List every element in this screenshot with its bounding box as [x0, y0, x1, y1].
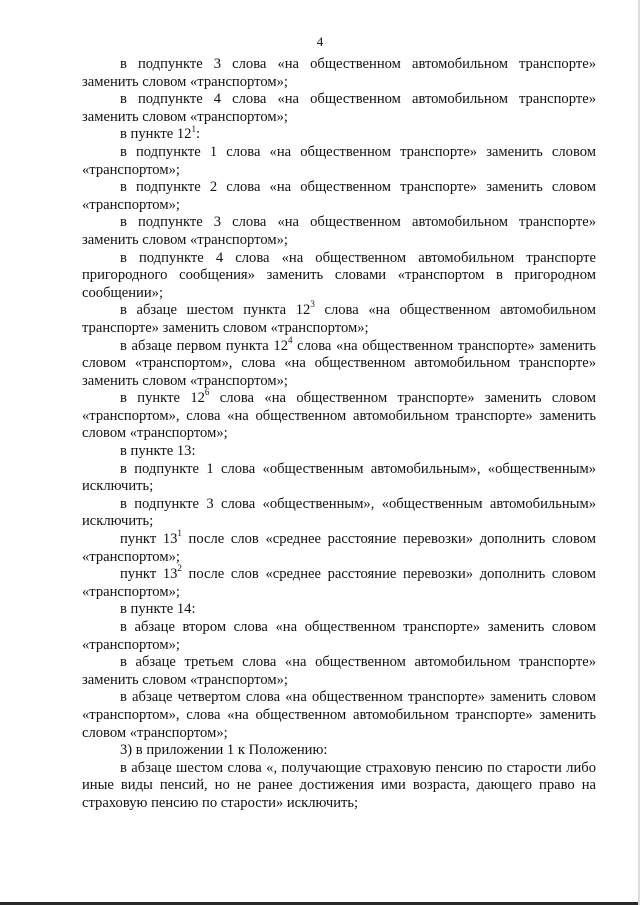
paragraph: в подпункте 4 слова «на общественном автомобильном транспорте пригородного сообщения» заменить словами «транспортом в пригородном сообщении»; [82, 249, 596, 301]
page-number: 4 [316, 34, 324, 49]
paragraph [82, 123, 596, 144]
paragraph-text: слова «на общественном автомобильном транспорте» заменить словом «транспортом»; [82, 302, 596, 336]
paragraph-text: в абзаце шестом пункта 12 [120, 302, 311, 319]
paragraph [82, 387, 597, 443]
paragraph [82, 299, 596, 337]
superscript-index: 2 [177, 563, 182, 574]
paragraph: в абзаце четвертом слова «на общественном транспорте» заменить словом «транспортом», слова «на общественном автомобильном транспорте» заменить словом «транспортом»; [82, 689, 596, 741]
paragraph: в пункте 14: [120, 601, 196, 618]
paragraph [82, 334, 596, 391]
paragraph: в подпункте 3 слова «общественным», «общественным автомобильным» исключить; [82, 495, 596, 530]
paragraph: в подпункте 3 слова «на общественном автомобильном транспорте» заменить словом «транспортом»; [82, 56, 596, 90]
paragraph: в абзаце шестом слова «, получающие страховую пенсию по старости либо иные виды пенсий, но не ранее достижения ими возраста, дающего право на страховую пенсию по старости» исключить; [82, 759, 596, 811]
superscript-index: 4 [288, 334, 293, 345]
paragraph-text: слова «на общественном транспорте» заменить словом «транспортом», слова «на общественном автомобильном транспорте» заменить словом «транспортом»; [82, 337, 596, 389]
paragraph [82, 528, 596, 566]
paragraph-text: после слов «среднее расстояние перевозки» дополнить словом «транспортом»; [82, 566, 596, 600]
paragraph-text: пункт 13 [120, 566, 178, 583]
superscript-index: 6 [204, 387, 210, 398]
paragraph [82, 563, 596, 601]
superscript-index: 1 [191, 123, 196, 134]
paragraph: в подпункте 1 слова «на общественном транспорте» заменить словом «транспортом»; [82, 143, 596, 178]
paragraph: в абзаце втором слова «на общественном транспорте» заменить словом «транспортом»; [82, 619, 596, 653]
paragraph: в абзаце третьем слова «на общественном автомобильном транспорте» заменить словом «транспортом»; [82, 654, 596, 688]
paragraph: в подпункте 4 слова «на общественном автомобильном транспорте» заменить словом «транспортом»; [82, 91, 596, 125]
paragraph-text: в пункте 12 [120, 126, 192, 143]
superscript-index: 3 [310, 299, 315, 310]
paragraph: 3) в приложении 1 к Положению: [120, 742, 328, 759]
document-body [82, 56, 596, 813]
paragraph-text: в пункте 12 [120, 390, 205, 407]
paragraph-text: после слов «среднее расстояние перевозки» дополнить словом «транспортом»; [82, 531, 596, 565]
superscript-index: 1 [177, 528, 182, 539]
paragraph-text: : [195, 126, 201, 143]
paragraph-text: пункт 13 [120, 531, 178, 548]
paragraph: в пункте 13: [120, 443, 196, 460]
paragraph: в подпункте 1 слова «общественным автомобильным», «общественным» исключить; [82, 460, 596, 495]
paragraph: в подпункте 3 слова «на общественном автомобильном транспорте» заменить словом «транспортом»; [82, 214, 596, 248]
paragraph-text: в абзаце первом пункта 12 [120, 337, 289, 354]
paragraph: в подпункте 2 слова «на общественном транспорте» заменить словом «транспортом»; [82, 179, 596, 213]
paragraph-text: слова «на общественном транспорте» заменить словом «транспортом», слова «на общественном автомобильном транспорте» заменить словом «транспортом»; [82, 390, 597, 442]
